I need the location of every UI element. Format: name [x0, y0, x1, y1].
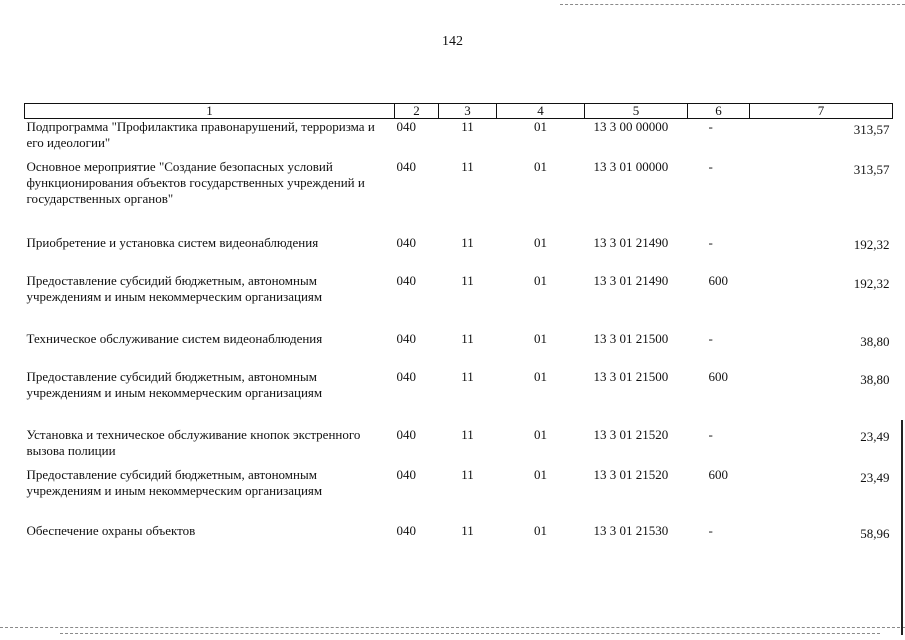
- table-row: [25, 369, 893, 427]
- page-number: 142: [442, 34, 463, 49]
- header-cell: 5: [585, 104, 688, 119]
- row-section: 11: [461, 158, 474, 174]
- table-row: [25, 273, 893, 331]
- row-subsection: 01: [534, 522, 547, 538]
- row-target-code: 13 3 01 21490: [593, 272, 669, 288]
- row-name: Предоставление субсидий бюджетным, автономным учреждениям и иным некоммерческим организациям: [26, 466, 323, 498]
- row-admin-code: 040: [396, 368, 416, 384]
- header-cell: 1: [25, 104, 395, 119]
- header-cell: 6: [688, 104, 750, 119]
- table-row: [25, 467, 893, 523]
- row-subsection: 01: [534, 368, 547, 384]
- row-subsection: 01: [534, 272, 547, 288]
- row-amount: 192,32: [853, 236, 890, 252]
- row-target-code: 13 3 01 00000: [593, 158, 669, 174]
- row-name: Подпрограмма "Профилактика правонарушений, терроризма и его идеологии": [26, 119, 375, 150]
- table-row: [25, 235, 893, 273]
- row-admin-code: 040: [396, 158, 416, 174]
- row-target-code: 13 3 01 21520: [593, 466, 669, 482]
- row-subsection: 01: [534, 158, 547, 174]
- header-cell: 7: [750, 104, 893, 119]
- row-target-code: 13 3 00 00000: [593, 119, 669, 134]
- row-name: Предоставление субсидий бюджетным, автономным учреждениям и иным некоммерческим организациям: [26, 272, 323, 304]
- row-section: 11: [461, 522, 474, 538]
- row-expense-type: -: [708, 119, 713, 134]
- row-section: 11: [461, 272, 474, 288]
- row-expense-type: -: [708, 158, 713, 174]
- row-section: 11: [461, 119, 474, 134]
- row-admin-code: 040: [396, 330, 416, 346]
- row-target-code: 13 3 01 21490: [593, 234, 669, 250]
- row-section: 11: [461, 466, 474, 482]
- table-row: [25, 427, 893, 467]
- row-name: Техническое обслуживание систем видеонаблюдения: [26, 330, 323, 346]
- row-target-code: 13 3 01 21500: [593, 368, 669, 384]
- row-expense-type: -: [708, 234, 713, 250]
- row-subsection: 01: [534, 426, 547, 442]
- table-header-row: [25, 104, 893, 119]
- row-expense-type: -: [708, 522, 713, 538]
- row-subsection: 01: [534, 234, 547, 250]
- row-name: Обеспечение охраны объектов: [26, 522, 196, 538]
- row-section: 11: [461, 426, 474, 442]
- row-subsection: 01: [534, 119, 547, 134]
- header-cell: 2: [395, 104, 439, 119]
- row-expense-type: 600: [708, 368, 728, 384]
- row-expense-type: -: [708, 426, 713, 442]
- row-expense-type: 600: [708, 272, 728, 288]
- row-amount: 23,49: [860, 428, 890, 444]
- row-admin-code: 040: [396, 272, 416, 288]
- row-expense-type: 600: [708, 466, 728, 482]
- table-row: [25, 119, 893, 159]
- row-target-code: 13 3 01 21520: [593, 426, 669, 442]
- table-row: [25, 159, 893, 235]
- table-row: [25, 331, 893, 369]
- scan-edge-top: [560, 4, 905, 5]
- row-amount: 58,96: [860, 525, 890, 541]
- row-amount: 38,80: [860, 371, 890, 387]
- row-target-code: 13 3 01 21500: [593, 330, 669, 346]
- row-admin-code: 040: [396, 119, 416, 134]
- row-target-code: 13 3 01 21530: [593, 522, 669, 538]
- header-cell: 3: [439, 104, 497, 119]
- row-admin-code: 040: [396, 466, 416, 482]
- row-admin-code: 040: [396, 234, 416, 250]
- row-name: Предоставление субсидий бюджетным, автономным учреждениям и иным некоммерческим организациям: [26, 368, 323, 400]
- row-admin-code: 040: [396, 426, 416, 442]
- row-name: Установка и техническое обслуживание кнопок экстренного вызова полиции: [26, 426, 361, 458]
- row-admin-code: 040: [396, 522, 416, 538]
- row-section: 11: [461, 330, 474, 346]
- header-cell: 4: [497, 104, 585, 119]
- scan-edge-right: [901, 420, 903, 635]
- row-subsection: 01: [534, 330, 547, 346]
- row-amount: 38,80: [860, 333, 890, 349]
- row-amount: 313,57: [853, 122, 890, 137]
- row-amount: 23,49: [860, 469, 890, 485]
- table-row: [25, 523, 893, 553]
- row-name: Приобретение и установка систем видеонаблюдения: [26, 234, 319, 250]
- row-name: Основное мероприятие "Создание безопасных условий функционирования объектов государственных учреждений и государственных органов": [26, 158, 365, 206]
- row-expense-type: -: [708, 330, 713, 346]
- row-amount: 313,57: [853, 161, 890, 177]
- scan-edge-bottom-2: [60, 633, 880, 634]
- row-subsection: 01: [534, 466, 547, 482]
- budget-table: [24, 103, 893, 553]
- scan-edge-bottom: [0, 627, 905, 628]
- row-section: 11: [461, 368, 474, 384]
- row-amount: 192,32: [853, 275, 890, 291]
- row-section: 11: [461, 234, 474, 250]
